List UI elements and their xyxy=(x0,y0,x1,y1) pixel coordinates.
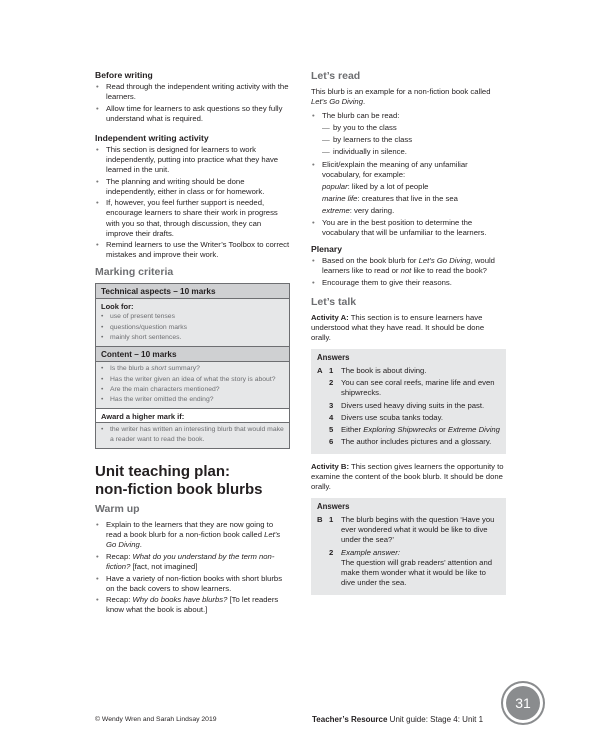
lets-read-heading: Let’s read xyxy=(311,70,361,82)
look-for-label: Look for: xyxy=(101,302,134,312)
content-body xyxy=(96,362,289,409)
plenary-list xyxy=(311,256,506,288)
right-column xyxy=(311,70,506,603)
list-item: • Has the writer omitted the ending? xyxy=(101,395,284,404)
warm-up-heading: Warm up xyxy=(95,503,140,516)
list-item: • The planning and writing should be done independently, either in class or for homework. xyxy=(95,177,290,197)
list-item: • Encourage them to give their reasons. xyxy=(311,278,506,288)
vocab-item: extreme: very daring. xyxy=(322,205,395,215)
list-item: — by learners to the class xyxy=(322,135,506,145)
lets-read-list xyxy=(311,111,506,180)
list-item: • Elicit/explain the meaning of any unfamiliar vocabulary, for example: xyxy=(311,160,506,180)
list-item: • use of present tenses xyxy=(101,312,284,321)
answers-a-title: Answers xyxy=(317,353,350,363)
list-item: • questions/question marks xyxy=(101,323,284,332)
answer-row: 2 You can see coral reefs, marine life and even shipwrecks. xyxy=(329,378,495,398)
list-item: • Explain to the learners that they are now going to read a book blurb for a non-fiction book called Let’s Go Diving. xyxy=(95,520,290,550)
list-item: — by you to the class xyxy=(322,123,506,133)
list-item: • Recap: Why do books have blurbs? [To let readers know what the book is about.] xyxy=(95,595,290,615)
marking-criteria-heading: Marking criteria xyxy=(95,266,174,279)
answers-b-box xyxy=(311,498,506,595)
list-item: • Allow time for learners to ask questions so they fully understand what is required. xyxy=(95,104,290,124)
technical-aspects-header: Technical aspects – 10 marks xyxy=(96,284,289,299)
vocab-item: marine life: creatures that live in the sea xyxy=(322,193,458,203)
answer-row: A 1 The book is about diving. xyxy=(317,366,427,376)
answer-row: B 1 The blurb begins with the question ‘Have you ever wondered what it would be like to dive under the sea?’ xyxy=(317,515,495,545)
list-item: • mainly short sentences. xyxy=(101,333,284,342)
list-item: — individually in silence. xyxy=(322,147,506,157)
answers-a-box xyxy=(311,349,506,454)
list-item: • Read through the independent writing activity with the learners. xyxy=(95,82,290,102)
list-item: • Has the writer given an idea of what the story is about? xyxy=(101,375,284,384)
plenary-heading: Plenary xyxy=(311,244,343,255)
list-item: • You are in the best position to determine the vocabulary that will be unfamiliar to the learners. xyxy=(311,218,506,238)
answers-b-title: Answers xyxy=(317,502,350,512)
marking-criteria-table xyxy=(95,283,290,449)
left-column xyxy=(95,70,290,621)
higher-mark-body xyxy=(96,423,289,448)
content-header: Content – 10 marks xyxy=(96,347,289,362)
independent-writing-list xyxy=(95,145,290,261)
independent-writing-heading: Independent writing activity xyxy=(95,132,209,143)
list-item: • This section is designed for learners to work independently, putting into practice what they have learned in the unit. xyxy=(95,145,290,175)
list-item: • Is the blurb a short summary? xyxy=(101,364,284,373)
list-item: • Recap: What do you understand by the term non-fiction? [fact, not imagined] xyxy=(95,552,290,572)
vocab-item: popular: liked by a lot of people xyxy=(322,181,429,191)
copyright-text: © Wendy Wren and Sarah Lindsay 2019 xyxy=(95,716,217,723)
list-item: • Have a variety of non-fiction books with short blurbs on the back covers to show learners. xyxy=(95,574,290,594)
lets-read-list-2 xyxy=(311,218,506,238)
list-item: • Based on the book blurb for Let’s Go Diving, would learners like to read or not like to read the book? xyxy=(311,256,506,276)
unit-teaching-plan-title: Unit teaching plan: non-fiction book blurbs xyxy=(95,463,263,499)
answer-row: 2 Example answer: The question will grab readers’ attention and make them wonder what it would be like to dive under the sea. xyxy=(329,547,492,587)
answer-row: 3 Divers used heavy diving suits in the past. xyxy=(329,400,485,410)
before-writing-heading: Before writing xyxy=(95,70,153,80)
list-item: • Remind learners to use the Writer’s Toolbox to correct mistakes and improve their work. xyxy=(95,240,290,260)
before-writing-list xyxy=(95,82,290,124)
higher-mark-label: Award a higher mark if: xyxy=(96,409,289,423)
lets-talk-heading: Let’s talk xyxy=(311,296,357,308)
technical-aspects-body xyxy=(96,299,289,347)
list-item: • the writer has written an interesting blurb that would make a reader want to read the book. xyxy=(101,425,284,444)
list-item: • Are the main characters mentioned? xyxy=(101,385,284,394)
page-number-badge: 31 xyxy=(506,686,540,720)
answer-row: 6 The author includes pictures and a glossary. xyxy=(329,436,492,446)
list-item: • If, however, you feel further support is needed, encourage learners to share their work in progress with you so that, through discussion, they can improve their drafts. xyxy=(95,198,290,238)
activity-b-text: Activity B: This section gives learners the opportunity to examine the content of the book blurb. It should be done orally. xyxy=(311,461,504,492)
lets-read-intro: This blurb is an example for a non-fiction book called Let’s Go Diving. xyxy=(311,87,491,107)
reading-modes-list xyxy=(322,123,506,157)
warm-up-list xyxy=(95,520,290,615)
resource-footer: Teacher’s Resource Unit guide: Stage 4: Unit 1 xyxy=(312,715,484,724)
list-item: • The blurb can be read: — by you to the class — by learners to the class — individually in silence. xyxy=(311,111,506,157)
activity-a-text: Activity A: This section is to ensure learners have understood what they have read. It should be done orally. xyxy=(311,313,485,343)
answer-row: 5 Either Exploring Shipwrecks or Extreme Diving xyxy=(329,424,500,434)
answer-row: 4 Divers use scuba tanks today. xyxy=(329,412,443,422)
